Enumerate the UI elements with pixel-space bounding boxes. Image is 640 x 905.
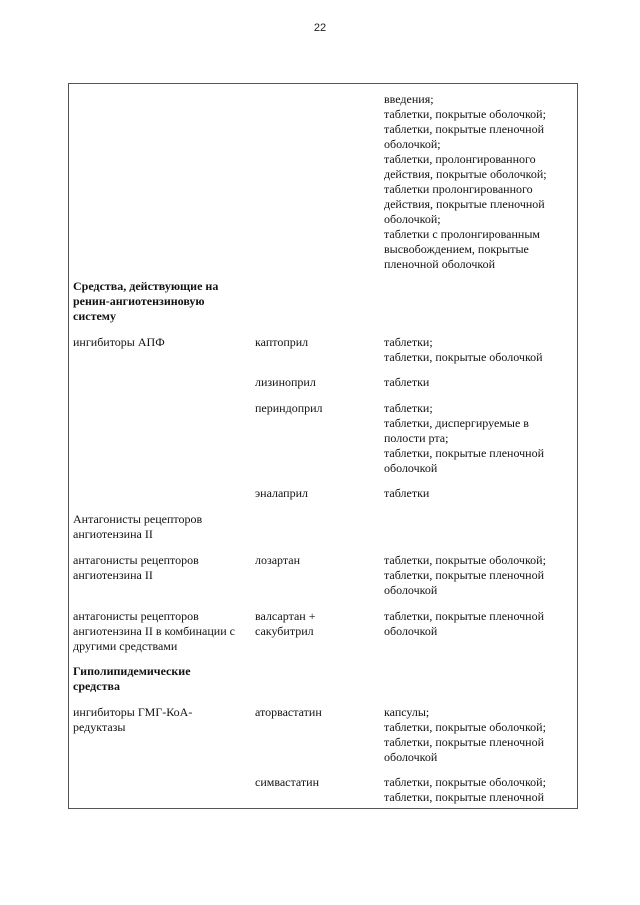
dosage-form: таблетки (384, 486, 430, 500)
group-cell (73, 512, 253, 542)
drug-name: эналаприл (255, 486, 308, 500)
dosage-form: оболочкой (384, 624, 438, 638)
dosage-forms-cell (384, 705, 574, 765)
group-label: ангиотензина II (73, 527, 153, 541)
dosage-form: оболочкой; (384, 137, 441, 151)
dosage-form: таблетки, покрытые оболочкой; (384, 720, 546, 734)
dosage-form: оболочкой (384, 583, 438, 597)
dosage-form: таблетки; (384, 335, 433, 349)
group-label: Гиполипидемические (73, 664, 191, 678)
dosage-form: действия, покрытые пленочной (384, 197, 545, 211)
group-cell (73, 705, 253, 735)
dosage-forms-cell (384, 92, 574, 272)
dosage-form: таблетки, покрытые пленочной (384, 568, 545, 582)
drug-name (255, 609, 379, 639)
dosage-form: таблетки, покрытые пленочной (384, 790, 545, 804)
drug-name: аторвастатин (255, 705, 322, 719)
dosage-form: таблетки, покрытые пленочной (384, 735, 545, 749)
group-cell (73, 335, 253, 350)
dosage-forms-cell (384, 486, 574, 501)
group-cell (73, 609, 253, 654)
dosage-forms-cell (384, 335, 574, 365)
dosage-form: таблетки; (384, 401, 433, 415)
group-cell (73, 553, 253, 583)
dosage-forms-cell (384, 553, 574, 598)
drug-name: каптоприл (255, 335, 309, 349)
dosage-form: таблетки, покрытые оболочкой (384, 350, 543, 364)
dosage-forms-cell (384, 375, 574, 390)
group-label: другими средствами (73, 639, 178, 653)
dosage-form: оболочкой (384, 750, 438, 764)
dosage-forms-cell (384, 401, 574, 476)
group-cell (73, 664, 253, 694)
dosage-form: таблетки, пролонгированного (384, 152, 536, 166)
dosage-form: таблетки, диспергируемые в (384, 416, 529, 430)
dosage-form: оболочкой; (384, 212, 441, 226)
group-label: Антагонисты рецепторов (73, 512, 203, 526)
page-number: 22 (313, 22, 327, 34)
group-cell (73, 279, 253, 324)
drug-name-line: сакубитрил (255, 624, 314, 638)
dosage-form: пленочной оболочкой (384, 257, 496, 271)
dosage-form: высвобождением, покрытые (384, 242, 529, 256)
group-label: ангиотензина II в комбинации с (73, 624, 235, 638)
dosage-form: таблетки, покрытые оболочкой; (384, 775, 546, 789)
drug-name-line: валсартан + (255, 609, 316, 623)
dosage-form: таблетки (384, 375, 430, 389)
group-label: систему (73, 309, 116, 323)
drug-name: периндоприл (255, 401, 323, 415)
dosage-form: таблетки, покрытые пленочной (384, 446, 545, 460)
dosage-form: таблетки, покрытые пленочной (384, 122, 545, 136)
group-label: Средства, действующие на (73, 279, 219, 293)
dosage-form: таблетки, покрытые пленочной (384, 609, 545, 623)
group-label: ингибиторы АПФ (73, 335, 165, 349)
group-label: антагонисты рецепторов (73, 553, 199, 567)
dosage-form: оболочкой (384, 461, 438, 475)
group-label: антагонисты рецепторов (73, 609, 199, 623)
dosage-form: таблетки пролонгированного (384, 182, 533, 196)
group-label: ангиотензина II (73, 568, 153, 582)
group-label: ингибиторы ГМГ-КоА- (73, 705, 193, 719)
dosage-form: действия, покрытые оболочкой; (384, 167, 547, 181)
group-label: средства (73, 679, 120, 693)
dosage-forms-cell (384, 775, 574, 805)
drug-table (68, 83, 578, 809)
group-label: редуктазы (73, 720, 126, 734)
dosage-form: таблетки, покрытые оболочкой; (384, 553, 546, 567)
drug-name: лизиноприл (255, 375, 316, 389)
dosage-form: введения; (384, 92, 434, 106)
dosage-form: таблетки с пролонгированным (384, 227, 541, 241)
dosage-forms-cell (384, 609, 574, 639)
dosage-form: капсулы; (384, 705, 430, 719)
dosage-form: полости рта; (384, 431, 449, 445)
drug-name: лозартан (255, 553, 301, 567)
group-label: ренин-ангиотензиновую (73, 294, 205, 308)
dosage-form: таблетки, покрытые оболочкой; (384, 107, 546, 121)
drug-name: симвастатин (255, 775, 319, 789)
